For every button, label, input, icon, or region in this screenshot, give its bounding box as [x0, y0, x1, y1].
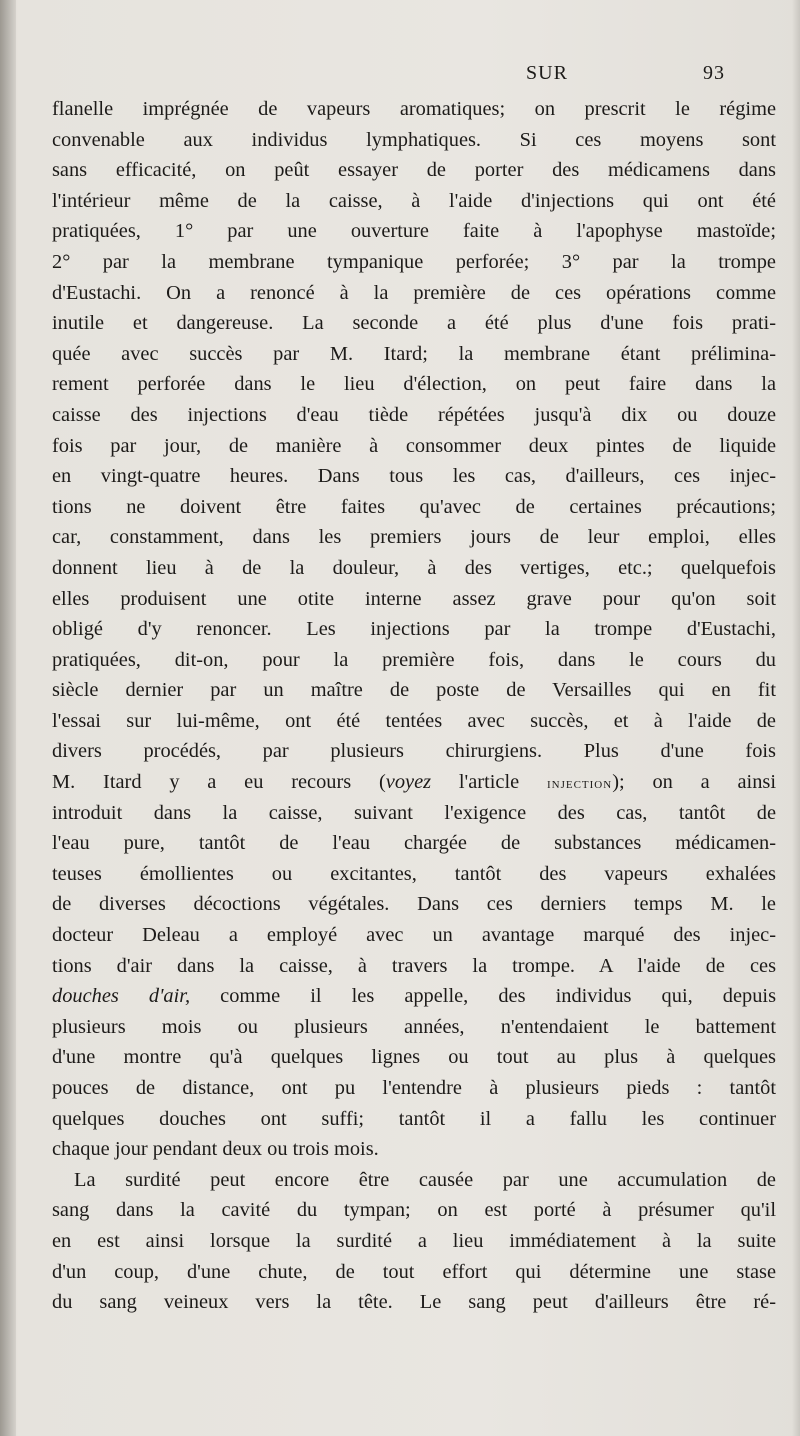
text-line: flanelle imprégnée de vapeurs aromatiques; on prescrit le régime [52, 98, 776, 120]
text-fragment: M. Itard y a eu recours ( [52, 771, 386, 794]
text-line: pouces de distance, ont pu l'entendre à plusieurs pieds : tantôt [52, 1077, 776, 1099]
body-text [52, 94, 776, 1318]
text-line: rement perforée dans le lieu d'élection, on peut faire dans la [52, 373, 776, 396]
text-line: pratiquées, 1° par une ouverture faite à l'apophyse mastoïde; [52, 220, 776, 243]
page-header [0, 62, 800, 90]
text-line: divers procédés, par plusieurs chirurgiens. Plus d'une fois [52, 740, 776, 763]
text-line: quelques douches ont suffi; tantôt il a fallu les continuer [52, 1107, 776, 1130]
paragraph-start-line: La surdité peut encore être causée par une accumulation de [74, 1168, 776, 1191]
text-line: l'intérieur même de la caisse, à l'aide d'injections qui ont été [52, 189, 776, 212]
cross-reference-injection: injection [546, 776, 613, 793]
running-head: SUR [526, 62, 568, 84]
text-line: donnent lieu à de la douleur, à des vertiges, etc.; quelquefois [52, 556, 776, 579]
text-line: convenable aux individus lymphatiques. Si ces moyens sont [52, 128, 776, 151]
page-edge-shadow-right [792, 0, 800, 1436]
text-line: d'une montre qu'à quelques lignes ou tout au plus à quelques [52, 1046, 776, 1069]
text-line: sang dans la cavité du tympan; on est porté à présumer qu'il [52, 1199, 776, 1222]
text-line: tions ne doivent être faites qu'avec de certaines précautions; [52, 495, 776, 518]
text-line: introduit dans la caisse, suivant l'exigence des cas, tantôt de [52, 801, 776, 824]
text-line: obligé d'y renoncer. Les injections par la trompe d'Eustachi, [52, 618, 776, 641]
text-line: d'Eustachi. On a renoncé à la première de ces opérations comme [52, 281, 776, 304]
text-line-with-italic [52, 981, 776, 1012]
text-line: d'un coup, d'une chute, de tout effort qui détermine une stase [52, 1260, 776, 1283]
text-line: l'eau pure, tantôt de l'eau chargée de substances médicamen- [52, 832, 776, 855]
text-line: chaque jour pendant deux ou trois mois. [52, 1138, 379, 1161]
text-line: quée avec succès par M. Itard; la membrane étant prélimina- [52, 342, 776, 365]
text-fragment: ); on a ainsi [612, 771, 776, 794]
text-line: l'essai sur lui-même, ont été tentées avec succès, et à l'aide de [52, 709, 776, 732]
text-line: tions d'air dans la caisse, à travers la trompe. A l'aide de ces [52, 954, 776, 977]
douches-d-air-italic: douches d'air, [52, 985, 191, 1008]
text-line: teuses émollientes ou excitantes, tantôt des vapeurs exhalées [52, 862, 776, 885]
text-line: fois par jour, de manière à consommer deux pintes de liquide [52, 434, 776, 457]
text-line: siècle dernier par un maître de poste de Versailles qui en fit [52, 679, 776, 702]
text-fragment: comme il les appelle, des individus qui, depuis [190, 985, 776, 1008]
text-line: car, constamment, dans les premiers jours de leur emploi, elles [52, 526, 776, 549]
text-line: du sang veineux vers la tête. Le sang peut d'ailleurs être ré- [52, 1291, 776, 1314]
voyez-italic: voyez [385, 771, 432, 794]
text-line: caisse des injections d'eau tiède répétées jusqu'à dix ou douze [52, 403, 776, 426]
text-line: elles produisent une otite interne assez grave pour qu'on soit [52, 587, 776, 610]
text-line: de diverses décoctions végétales. Dans ces derniers temps M. le [52, 893, 776, 916]
text-line: plusieurs mois ou plusieurs années, n'entendaient le battement [52, 1015, 776, 1038]
text-fragment: l'article [431, 771, 547, 794]
page-number: 93 [703, 62, 725, 84]
text-line: 2° par la membrane tympanique perforée; 3° par la trompe [52, 250, 776, 273]
page-edge-shadow-left [0, 0, 16, 1436]
text-line: sans efficacité, on peût essayer de porter des médicamens dans [52, 159, 776, 182]
text-line: en est ainsi lorsque la surdité a lieu immédiatement à la suite [52, 1229, 776, 1252]
text-line: inutile et dangereuse. La seconde a été plus d'une fois prati- [52, 312, 776, 335]
text-line: pratiquées, dit-on, pour la première fois, dans le cours du [52, 648, 776, 671]
text-line: docteur Deleau a employé avec un avantage marqué des injec- [52, 924, 776, 947]
text-line-with-reference [52, 767, 776, 798]
text-line: en vingt-quatre heures. Dans tous les cas, d'ailleurs, ces injec- [52, 465, 776, 488]
